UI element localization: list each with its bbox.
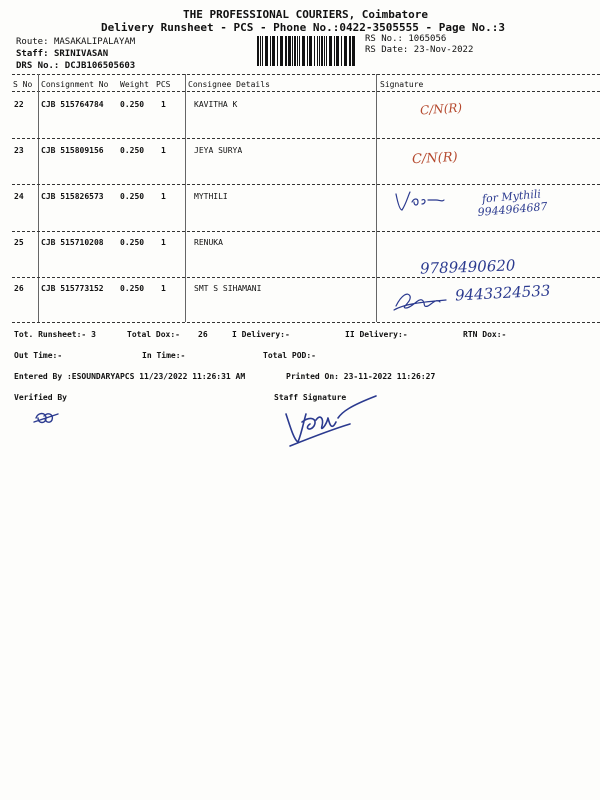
total-dox-value: 26 [198,330,208,339]
barcode-bar [314,36,315,66]
verified-initials-icon [32,408,62,428]
row-pcs: 1 [161,284,166,293]
staff-signature-label: Staff Signature [274,393,347,402]
row-consignee: KAVITHA K [194,100,238,109]
barcode-bar [329,36,332,66]
rs-no-line [365,34,446,44]
col-header-sno: S No [13,80,33,89]
row-consignment: CJB 515826573 [41,192,104,201]
barcode-bar [309,36,312,66]
barcode-bar [349,36,351,66]
row-sno: 26 [14,284,24,293]
col-header-signature: Signature [380,80,424,89]
row-weight: 0.250 [120,284,145,293]
row-pcs: 1 [161,238,166,247]
row-consignee: RENUKA [194,238,223,247]
route-value: MASAKALIPALAYAM [53,37,136,47]
row-pcs: 1 [161,146,166,155]
drs-value: DCJB106505603 [64,61,136,71]
runsheet-subtitle: Delivery Runsheet - PCS - Phone No.:0422-3505555 - Page No.:3 [101,21,505,34]
row-weight: 0.250 [120,146,145,155]
barcode-bar [277,36,278,66]
row-weight: 0.250 [120,238,145,247]
barcode-bar [344,36,347,66]
barcode-bar [319,36,320,66]
barcode-bar [294,36,296,66]
table-header-rule [12,91,600,92]
row-consignee: JEYA SURYA [194,146,243,155]
staff-line [16,49,108,59]
col-header-pcs: PCS [156,80,171,89]
rs-no-value: 1065056 [408,34,447,44]
table-bottom-rule [12,322,600,323]
barcode-bar [297,36,298,66]
barcode-bar [285,36,287,66]
rs-date-label: RS Date: [365,45,409,55]
rs-date-value: 23-Nov-2022 [413,45,474,55]
row-weight: 0.250 [120,192,145,201]
rtn-dox-label: RTN Dox:- [463,330,507,339]
row-signature: 9443324533 [454,281,551,305]
row-sno: 23 [14,146,24,155]
barcode-bar [262,36,263,66]
row-signature: C/N(R) [411,149,459,168]
barcode [256,36,358,66]
barcode-bar [317,36,318,66]
row-weight: 0.250 [120,100,145,109]
entered-by: Entered By :ESOUNDARYAPCS 11/23/2022 11:26:31 AM [14,372,246,381]
verified-by-label: Verified By [14,393,67,402]
row-consignee: MYTHILI [194,192,228,201]
barcode-bar [302,36,305,66]
row-rule [12,231,600,232]
total-dox-label: Total Dox:- [127,330,180,339]
drs-line [16,61,135,71]
i-delivery-label: I Delivery:- [232,330,290,339]
route-label: Route: [16,37,49,47]
col-header-weight: Weight [120,80,149,89]
barcode-bar [288,36,291,66]
barcode-bar [257,36,259,66]
ii-delivery-label: II Delivery:- [345,330,408,339]
barcode-bar [292,36,293,66]
row-signature: for Mythili 9944964687 [477,187,548,220]
row-pcs: 1 [161,100,166,109]
out-time-label: Out Time:- [14,351,63,360]
row-consignment: CJB 515809156 [41,146,104,155]
col-header-consignment: Consignment No [41,80,109,89]
barcode-bar [272,36,275,66]
row-rule [12,138,600,139]
barcode-bar [326,36,327,66]
barcode-bar [265,36,268,66]
total-runsheet: Tot. Runsheet:- 3 [14,330,96,339]
barcode-graphic [256,36,358,66]
drs-label: DRS No.: [16,61,60,71]
row-sno: 22 [14,100,24,109]
signature-scribble-icon [392,286,452,316]
barcode-bar [334,36,335,66]
row-pcs: 1 [161,192,166,201]
staff-label: Staff: [16,49,49,59]
table-top-rule [12,74,600,75]
barcode-bar [352,36,355,66]
staff-signature-icon [280,396,380,456]
barcode-bar [280,36,283,66]
row-rule [12,184,600,185]
col-divider [376,74,377,322]
total-pod-label: Total POD:- [263,351,316,360]
col-divider [38,74,39,322]
in-time-label: In Time:- [142,351,186,360]
row-signature: C/N(R) [419,100,463,118]
barcode-bar [321,36,323,66]
staff-value: SRINIVASAN [53,49,109,59]
barcode-bar [324,36,325,66]
route-line [16,37,135,47]
barcode-bar [260,36,261,66]
barcode-bar [336,36,339,66]
rs-date-line [365,45,473,55]
row-consignment: CJB 515710208 [41,238,104,247]
row-sno: 24 [14,192,24,201]
barcode-bar [341,36,342,66]
barcode-bar [299,36,300,66]
barcode-bar [270,36,271,66]
rs-no-label: RS No.: [365,34,403,44]
col-header-consignee: Consignee Details [188,80,270,89]
row-signature: 9789490620 [419,256,516,278]
printed-on: Printed On: 23-11-2022 11:26:27 [286,372,436,381]
company-title: THE PROFESSIONAL COURIERS, Coimbatore [183,8,429,21]
barcode-bar [307,36,308,66]
row-consignment: CJB 515773152 [41,284,104,293]
row-sno: 25 [14,238,24,247]
row-consignee: SMT S SIHAMANI [194,284,262,293]
signature-scribble-icon [392,186,452,216]
row-rule [12,277,600,278]
row-consignment: CJB 515764784 [41,100,104,109]
col-divider [185,74,186,322]
